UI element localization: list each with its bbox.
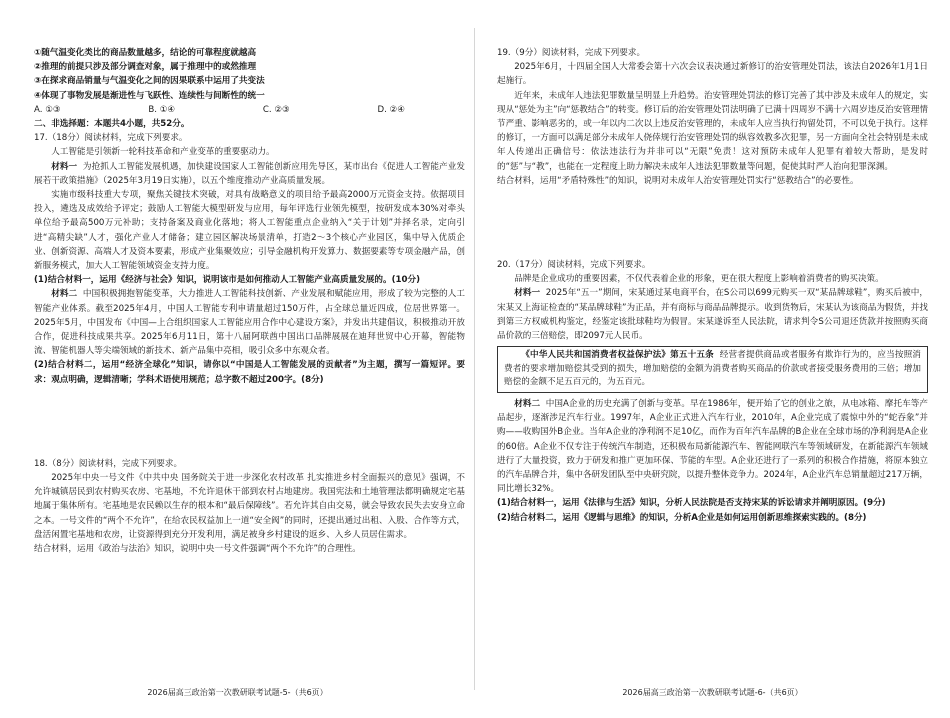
- q20-heading: 20.（17分）阅读材料，完成下列要求。: [497, 260, 651, 271]
- law-quote: [504, 349, 921, 390]
- page-6: [475, 0, 950, 718]
- material-text: 中国积极拥抱智能变革，大力推进人工智能科技创新、产业发展和赋能应用，形成了较为完整的人工智能产业体系。截至2025年4月，中国人工智能专利申请量超过150万件，占全球总量近四成，位居世界第一。2025年5月，中国发布《中国—上合组织国家人工智能应用合作中心建设方案》，并发出共建倡议，积极推动开放合作，促进科技成果共享。2025年6月11日，第十八届阿联酋中国出口品牌展展在迪拜世贸中心开幕，智能物流、智能机器人等尖端领域的新技术、新产品集中亮相，吸引众多中东观众者。: [34, 289, 465, 357]
- material-label: 材料一: [514, 288, 541, 299]
- q17-subquestion-1: (1)结合材料一，运用《经济与社会》知识，说明该市是如何推动人工智能产业高质量发展的。(10分): [34, 275, 420, 286]
- q17-heading: 17.（18分）阅读材料，完成下列要求。: [34, 133, 188, 144]
- material-label: 材料二: [514, 399, 541, 410]
- law-quote-box: [497, 346, 928, 393]
- q19-paragraph-2: 近年来，未成年人违法犯罪数量呈明显上升趋势。治安管理处罚法的修订完善了其中涉及未成年人的规定，实现从“惩处为主”向“惩教结合”的转变。修订后的治安管理处罚法明确了已满十四周岁不满十六周岁违反治安管理情节严重、影响恶劣的，或一年以内二次以上违反治安管理的，未成年人应当执行拘留处罚，不可以免于执行。这样的修订，一方面可以满足部分未成年人侥倖规行治安管理处罚的纵容效教多次犯罪，另一方面向全社会特别是未成年人传递出正确信号：依法违法行为并非可以“无限”免责！这对预防未成年人犯罪有着较大帮助，是发时的“惩”与“教”，也能在一定程度上助力解决未成年人违法犯罪数量等问题，促使其时严人治向犯罪深渊。: [497, 90, 928, 172]
- q18-material: 2025年中央一号文件《中共中央 国务院关于进一步深化农村改革 扎实推进乡村全面振兴的意见》强调，不允许城镇居民到农村购买农房、宅基地，不允许退休干部到农村占地建房。我国宪法和土地管理法都明确规定宅基地属于集体所有。宅基地是农民赖以生存的根本和“最后保障线”。若允许其自由交易，就会导致农民失去安身立命之本。一号文件的“两个不允许”，在给农民权益加上一道“安全阀”的同时，还提出通过出租、入股、合作等方式，盘活闲置宅基地和农房，让资源得到充分开发利用，满足被身乡村建设的返乡、入乡人员居住需求。: [34, 473, 465, 540]
- q20-material-2: [497, 397, 928, 496]
- q17-intro: 人工智能是引领新一轮科技革命和产业变革的重要驱动力。: [51, 147, 275, 158]
- q20-intro: 品牌是企业成功的重要因素，不仅代表着企业的形象，更在很大程度上影响着消费者的购买决策。: [514, 274, 884, 285]
- q19-paragraph-1: 2025年6月，十四届全国人大常委会第十六次会议表决通过新修订的治安管理处罚法，该法自2026年1月1日起施行。: [497, 62, 928, 87]
- choice-b: B. ①④: [148, 104, 176, 115]
- page-footer: 2026届高三政治第一次教研联考试题-6-（共6页）: [622, 688, 803, 697]
- section-title: 二、非选择题：本题共4小题，共52分。: [34, 119, 190, 130]
- material-text: 2025年“五一”期间，宋某通过某电商平台，在S公司以699元购买一双“某品牌球鞋”，购买后被中，宋某又上海证检查的“某品牌球鞋”为正品，并有商标与商品品牌提示。收到货物后，宋某认为该商品为假货，并找到第三方权威机构鉴定，经鉴定该批球鞋均为假冒。宋某遂诉至人民法院，请求判令S公司退还货款并按照购买商品价款的三倍赔偿，即2097元人民币。: [497, 288, 928, 342]
- material-text: 中国A企业的历史充满了创新与变革。早在1986年，便开始了它的创业之旅，从电冰箱、摩托车等产品起步，逐渐涉足汽车行业。1997年，A企业正式进入汽车行业，2010年，A企业完成了震惊中外的“蛇吞象”并购——收购国外B企业。当年A企业的净利润不足10亿，而作为百年汽车品牌的B企业在全球市场的净利润是A企业的60倍。A企业不仅专注于传统汽车制造，还积极布局新能源汽车、智能网联汽车等领域研发，在新能源汽车领域进行了大量投资，致力于研发和推广更加环保、节能的车型。A企业还进行了一系列的积极合作措施，将原本独立的汽车品牌合并，集中各研发团队至中央研究院，以提升整体竞争力。2024年，A企业汽车总销量超过217万辆，同比增长32%。: [497, 399, 928, 495]
- q20-subquestion-2: (2)结合材料二，运用《逻辑与思维》的知识，分析A企业是如何运用创新思维探索实践的。(8分): [497, 512, 867, 523]
- choice-c: C. ②③: [262, 104, 290, 115]
- material-label: 材料一: [51, 161, 78, 172]
- q20-subquestion-1: (1)结合材料一，运用《法律与生活》知识，分析人民法院是否支持宋某的诉讼请求并阐明原因。(9分): [497, 498, 886, 509]
- material-text: 为抢抓人工智能发展机遇，加快建设国家人工智能创新应用先导区，某市出台《促进人工智能产业发展若干政策措施》（2025年3月19日实施），以五个维度推动产业高质量发展。: [34, 161, 465, 186]
- q17-material-2: [34, 287, 465, 358]
- answer-choices: [34, 103, 465, 117]
- q17-subquestion-2: (2)结合材料二，运用“经济全球化”知识，请你以“中国是人工智能发展的贡献者”为主题，撰写一篇短评。要求：观点明确，逻辑清晰；学科术语使用规范；总字数不超过200字。(8分): [34, 360, 465, 385]
- q17-material-1-detail: 实施市级科技重大专项，聚焦关键技术突破，对具有战略意义的项目给予最高2000万元资金支持。依据项目投入，遴选及成效给予评定；鼓励人工智能大模型研发与应用，每年评选行业领先模型，按研发成本30%对牵头单位给予最高500万元补助；支持备案及商业化落地；将人工智能重点企业纳入“关于计划”并择名录，定向引进“高精尖缺”人才，强化产业人才储备；建立园区解决场景清单，打造2～3个核心产业园区，集中导入优质企业、创新资源、高端人才及资本要素，形成产业集聚效应；引导金融机构开发算力、数据要素等专项金融产品，创新服务模式，加大人工智能领域资金支持力度。: [34, 190, 465, 272]
- q19-heading: 19.（9分）阅读材料，完成下列要求。: [497, 48, 646, 58]
- law-title: 《中华人民共和国消费者权益保护法》第五十五条: [521, 350, 714, 361]
- choice-d: D. ②④: [377, 104, 405, 115]
- q18-heading: 18.（8分）阅读材料，完成下列要求。: [34, 458, 183, 469]
- q17-material-1: [34, 160, 465, 188]
- material-label: 材料二: [51, 289, 78, 300]
- option-1: ①随气温变化类比的商品数量越多，结论的可靠程度就越高: [34, 48, 257, 58]
- option-4: ④体现了事物发展是渐进性与飞跃性、连续性与间断性的统一: [34, 90, 265, 101]
- option-2: ②推理的前提只涉及部分调查对象，属于推理中的或然推理: [34, 62, 257, 73]
- q19-task: 结合材料，运用“矛盾特殊性”的知识，说明对未成年人治安管理处罚实行“惩教结合”的必要性。: [497, 175, 859, 186]
- choice-a: A. ①③: [34, 104, 61, 115]
- q20-material-1: [497, 286, 928, 343]
- q18-task: 结合材料，运用《政治与法治》知识，说明中央一号文件强调“两个不允许”的合理性。: [34, 544, 361, 555]
- page-footer: 2026届高三政治第一次教研联考试题-5-（共6页）: [147, 688, 328, 697]
- option-3: ③在探求商品销量与气温变化之间的因果联系中运用了共变法: [34, 76, 265, 87]
- law-text: 经营者提供商品或者服务有欺诈行为的，应当按照消费者的要求增加赔偿其受到的损失，增加赔偿的金额为消费者购买商品的价款或者接受服务费用的三倍；增加赔偿的金额不足五百元的，为五百元。: [504, 350, 921, 388]
